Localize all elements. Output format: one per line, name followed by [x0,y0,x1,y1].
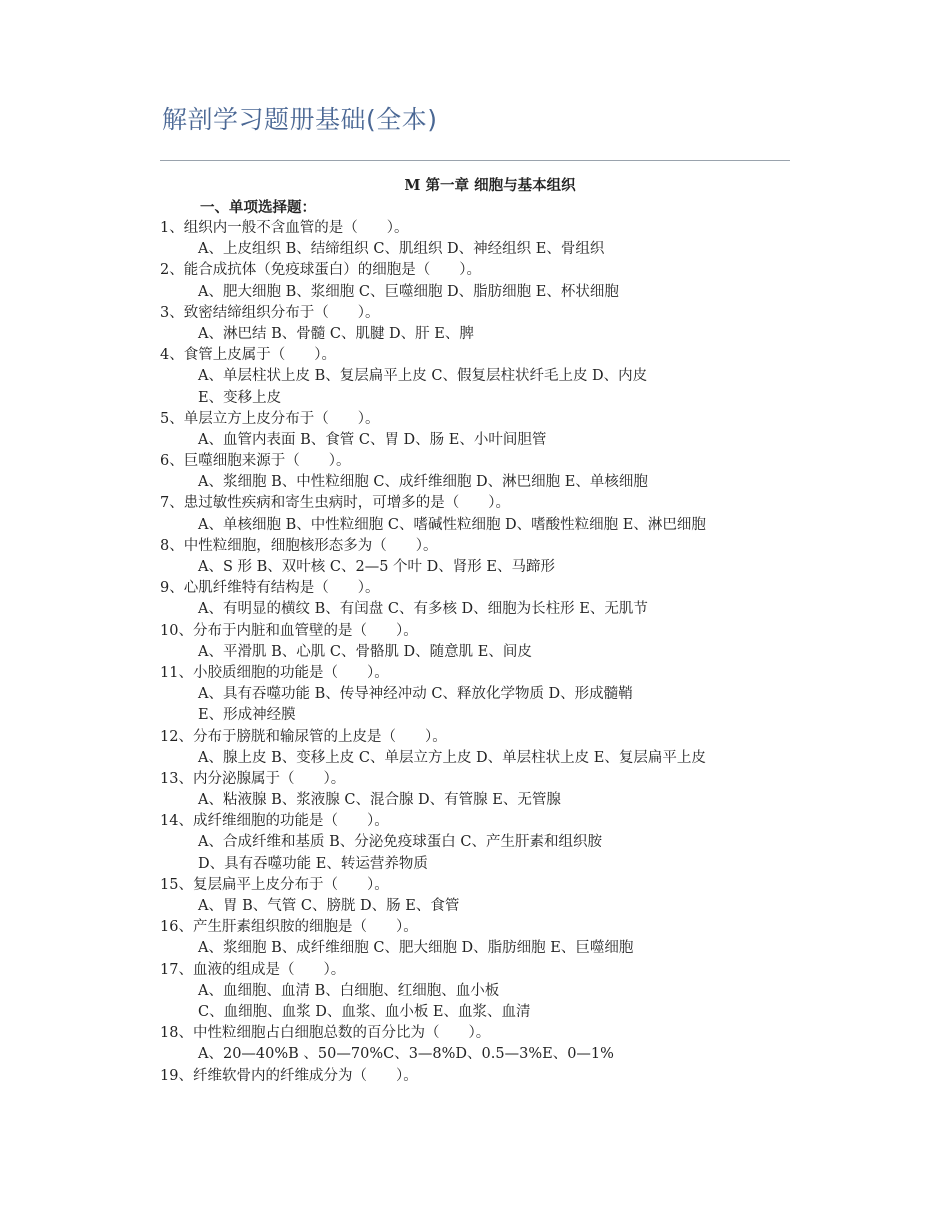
answer-options: A、浆细胞 B、中性粒细胞 C、成纤维细胞 D、淋巴细胞 E、单核细胞 [198,474,648,491]
answer-options: A、血细胞、血清 B、白细胞、红细胞、血小板 [198,982,500,999]
document-body [160,175,800,1087]
question-text: 12、分布于膀胱和输尿管的上皮是（ ）。 [160,728,447,745]
question-list [160,218,800,1087]
answer-options: E、变移上皮 [198,389,282,406]
document-title: 解剖学习题册基础(全本) [162,105,438,134]
question-text: 10、分布于内脏和血管壁的是（ ）。 [160,622,418,639]
question-text: 8、中性粒细胞，细胞核形态多为（ ）。 [160,537,438,554]
answer-options: A、淋巴结 B、骨髓 C、肌腱 D、肝 E、脾 [198,325,474,342]
section-heading: 一、单项选择题： [200,199,316,216]
question-text: 5、单层立方上皮分布于（ ）。 [160,410,380,427]
answer-options: A、平滑肌 B、心肌 C、骨骼肌 D、随意肌 E、间皮 [198,643,532,660]
answer-options: A、单核细胞 B、中性粒细胞 C、嗜碱性粒细胞 D、嗜酸性粒细胞 E、淋巴细胞 [198,516,706,533]
question-text: 2、能合成抗体（免疫球蛋白）的细胞是（ ）。 [160,262,481,279]
question-text: 14、成纤维细胞的功能是（ ）。 [160,813,389,830]
question-text: 16、产生肝素组织胺的细胞是（ ）。 [160,919,418,936]
answer-options: D、具有吞噬功能 E、转运营养物质 [198,855,428,872]
chapter-heading: M 第一章 细胞与基本组织 [404,177,576,194]
answer-options: A、上皮组织 B、结缔组织 C、肌组织 D、神经组织 E、骨组织 [198,241,605,258]
title-divider [160,160,790,161]
answer-options: A、20—40%B 、50—70%C、3—8%D、0.5—3%E、0—1% [198,1046,614,1063]
answer-options: A、具有吞噬功能 B、传导神经冲动 C、释放化学物质 D、形成髓鞘 [198,686,633,703]
answer-options: A、浆细胞 B、成纤维细胞 C、肥大细胞 D、脂肪细胞 E、巨噬细胞 [198,940,634,957]
question-text: 11、小胶质细胞的功能是（ ）。 [160,664,389,681]
question-text: 19、纤维软骨内的纤维成分为（ ）。 [160,1067,418,1084]
answer-options: E、形成神经膜 [198,707,296,724]
answer-options: A、血管内表面 B、食管 C、胃 D、肠 E、小叶间胆管 [198,431,547,448]
question-text: 4、食管上皮属于（ ）。 [160,347,336,364]
question-text: 1、组织内一般不含血管的是（ ）。 [160,220,409,236]
question-text: 17、血液的组成是（ ）。 [160,961,346,978]
question-text: 15、复层扁平上皮分布于（ ）。 [160,876,389,893]
answer-options: A、单层柱状上皮 B、复层扁平上皮 C、假复层柱状纤毛上皮 D、内皮 [198,368,648,385]
question-text: 9、心肌纤维特有结构是（ ）。 [160,580,380,597]
answer-options: A、合成纤维和基质 B、分泌免疫球蛋白 C、产生肝素和组织胺 [198,834,602,851]
question-text: 7、患过敏性疾病和寄生虫病时，可增多的是（ ）。 [160,495,510,512]
question-text: 3、致密结缔组织分布于（ ）。 [160,304,380,321]
answer-options: A、腺上皮 B、变移上皮 C、单层立方上皮 D、单层柱状上皮 E、复层扁平上皮 [198,749,706,766]
answer-options: A、有明显的横纹 B、有闰盘 C、有多核 D、细胞为长柱形 E、无肌节 [198,601,648,618]
answer-options: A、肥大细胞 B、浆细胞 C、巨噬细胞 D、脂肪细胞 E、杯状细胞 [198,283,619,300]
question-text: 18、中性粒细胞占白细胞总数的百分比为（ ）。 [160,1025,491,1042]
answer-options: C、血细胞、血浆 D、血浆、血小板 E、血浆、血清 [198,1003,531,1020]
answer-options: A、胃 B、气管 C、膀胱 D、肠 E、食管 [198,898,460,914]
answer-options: A、粘液腺 B、浆液腺 C、混合腺 D、有管腺 E、无管腺 [198,792,561,809]
question-text: 6、巨噬细胞来源于（ ）。 [160,453,351,470]
question-text: 13、内分泌腺属于（ ）。 [160,770,346,787]
answer-options: A、S 形 B、双叶核 C、2—5 个叶 D、肾形 E、马蹄形 [198,559,555,575]
